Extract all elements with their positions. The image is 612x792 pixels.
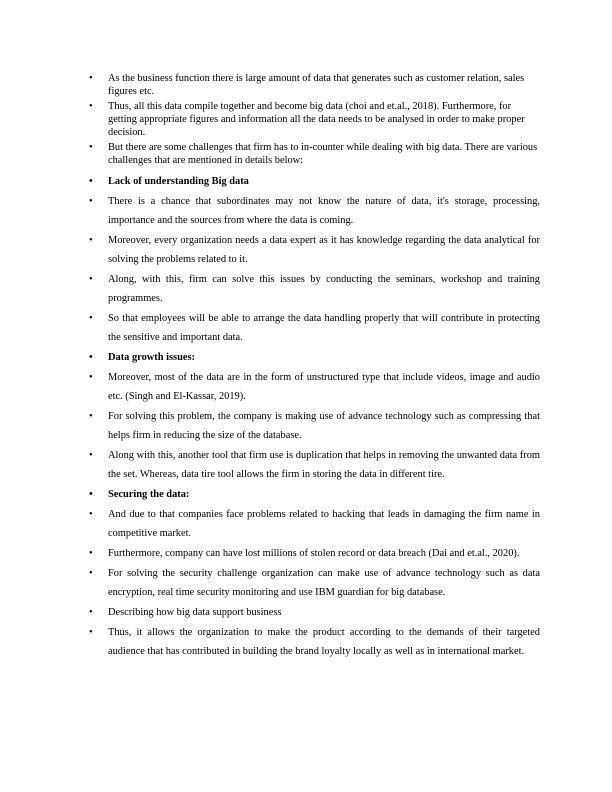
list-item: • For solving the security challenge organization can make use of advance technology such as data encryption, real time security monitoring and use IBM guardian for big database.	[108, 564, 540, 602]
section-heading-understanding: • Lack of understanding Big data	[108, 172, 540, 191]
list-item: • There is a chance that subordinates may not know the nature of data, it's storage, processing, importance and the sources from where the data is coming.	[108, 192, 540, 230]
section-heading-securing: • Securing the data:	[108, 485, 540, 504]
list-item: • For solving this problem, the company is making use of advance technology such as compressing that helps firm in reducing the size of the database.	[108, 407, 540, 445]
list-item: • Furthermore, company can have lost millions of stolen record or data breach (Dai and et.al., 2020).	[108, 544, 540, 563]
section-heading-growth: • Data growth issues:	[108, 348, 540, 367]
list-item: • Moreover, every organization needs a data expert as it has knowledge regarding the data analytical for solving the problems related to it.	[108, 231, 540, 269]
list-item: • Describing how big data support business	[108, 603, 540, 622]
list-item: • Thus, all this data compile together and become big data (choi and et.al., 2018). Furthermore, for getting appropriate figures and information all the data needs to be analysed in order to make proper decision.	[108, 100, 540, 139]
list-item: • As the business function there is large amount of data that generates such as customer relation, sales figures etc.	[108, 72, 540, 98]
list-item: • But there are some challenges that firm has to in-counter while dealing with big data. There are various challenges that are mentioned in details below:	[108, 141, 540, 167]
list-item: • And due to that companies face problems related to hacking that leads in damaging the firm name in competitive market.	[108, 505, 540, 543]
list-item: • Thus, it allows the organization to make the product according to the demands of their targeted audience that has contributed in building the brand loyalty locally as well as in international market.	[108, 623, 540, 661]
list-item: • So that employees will be able to arrange the data handling properly that will contribute in protecting the sensitive and important data.	[108, 309, 540, 347]
list-item: • Along, with this, firm can solve this issues by conducting the seminars, workshop and training programmes.	[108, 270, 540, 308]
list-item: • Along with this, another tool that firm use is duplication that helps in removing the unwanted data from the set. Whereas, data tire tool allows the firm in storing the data in different tire.	[108, 446, 540, 484]
list-item: • Moreover, most of the data are in the form of unstructured type that include videos, image and audio etc. (Singh and El-Kassar, 2019).	[108, 368, 540, 406]
bullet-list	[108, 72, 540, 661]
